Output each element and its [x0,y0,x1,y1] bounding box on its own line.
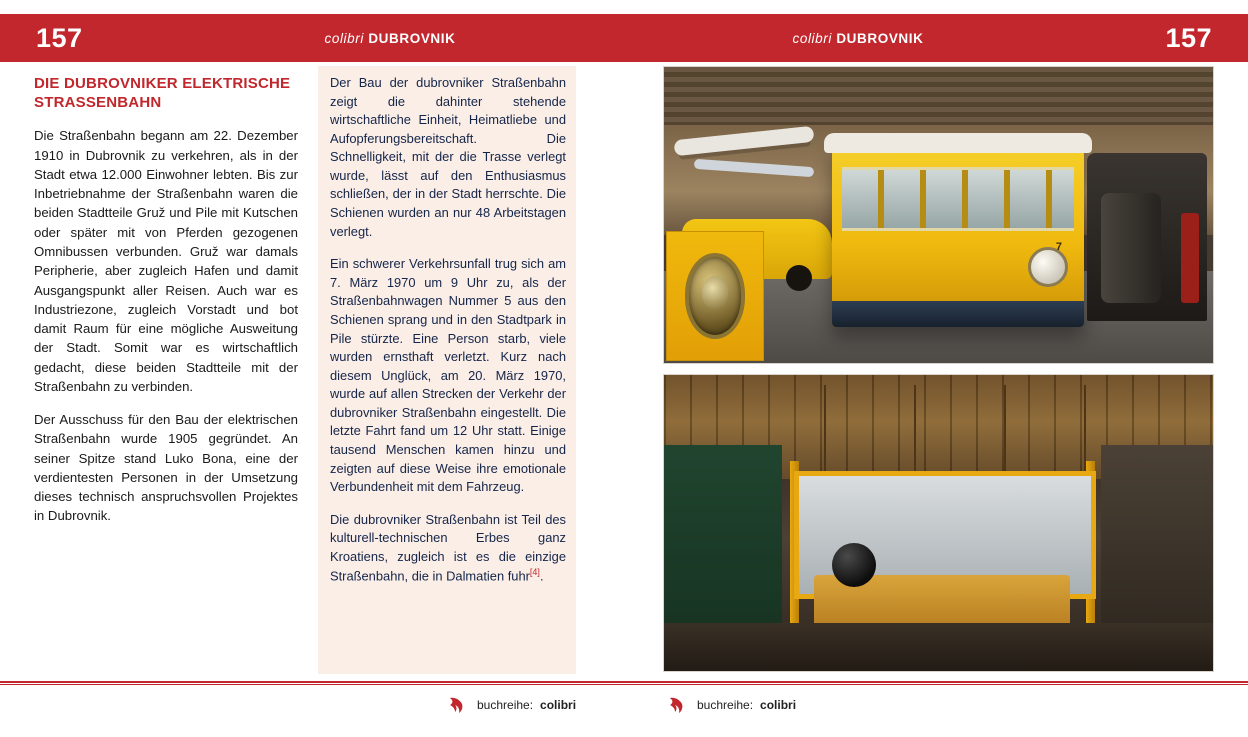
imprint-left [448,695,576,715]
paragraph-tail: . [539,568,544,584]
running-head-left-title: DUBROVNIK [368,30,456,46]
locomotive-red-trim [1181,213,1199,303]
imprint-left-bold: colibri [540,698,577,712]
tram-window-row [842,167,1074,231]
folio-left: 157 [36,22,83,53]
running-head-left-brand: colibri [324,30,364,46]
page-title: DIE DUBROVNIKER ELEKTRISCHE STRASSENBAHN [34,75,291,112]
imprint-right-bold: colibri [760,698,797,712]
tram-headlight [1028,247,1068,287]
photo-museum-hall-tram [663,66,1214,364]
ceiling-rib [1004,385,1006,481]
tram-undercarriage [832,301,1084,327]
paragraph-text: Die dubrovniker Straßenbahn ist Teil des kulturell-technischen Erbes ganz Kroatiens, zugleich ist es die einzige Straßenbahn, die in Dalmatien fuhr [330,511,566,584]
ceiling-rib [914,385,916,481]
interior-floor [664,623,1213,671]
ceiling-rib [824,385,826,481]
bird-logo-icon [448,695,470,715]
ceiling-beams [664,67,1213,125]
photo-tram-interior [663,374,1214,672]
folio-right: 157 [1165,22,1212,53]
locomotive-boiler [1101,193,1161,303]
yellow-tram-car [832,145,1084,327]
paragraph: Der Bau der dubrovniker Straßenbahn zeigt die dahinter stehende wirtschaftliche Einheit, Heimatliebe und Aufopferungsbereitschaft. Die Schnelligkeit, mit der die Trasse verlegt wurde, lässt auf den Enthusiasmus schließen, der in der Stadt herrschte. Die Schienen wurden an nur 48 Arbeitstagen verlegt. [330,75,566,239]
running-head-right-brand: colibri [792,30,832,46]
tram-roof [824,133,1092,153]
running-head-right [624,31,1092,46]
footer-rule-thick [0,681,1248,683]
page-content [0,62,1248,682]
footnote-marker: [4] [529,567,540,578]
tram-number-label: 7 [1055,241,1062,253]
paragraph: Der Ausschuss für den Bau der elektrischen Straßenbahn wurde 1905 gegründet. An seiner Spitze stand Luko Bona, eine der verdientesten Personen in der Umsetzung dieses technisch anspruchsvollen Projektes in Dubrovnik. [34,412,298,524]
brass-emblem-inset [666,231,764,361]
imprint-right-thin: buchreihe: [697,698,754,712]
imprint-left-thin: buchreihe: [477,698,534,712]
paragraph: Ein schwerer Verkehrsunfall trug sich am 7. März 1970 um 9 Uhr zu, als der Straßenbahnwagen Nummer 5 aus den Schienen sprang und in den Stadtpark in Pile stürzte. Eine Person starb, viele wurden ernsthaft verletzt. Kurz nach diesem Unglück, am 20. März 1970, wurde auf allen Strecken der Verkehr der dubrovniker Straßenbahn eingestellt. Die letzte Fahrt fand um 12 Uhr statt. Einige tausend Menschen kamen hinzu und zeigten auf diese Weise ihre emotionale Verbundenheit mit dem Fahrzeug. [330,256,566,495]
emblem-oval [685,253,745,339]
paragraph-with-footnote [330,511,566,587]
text-column-two [318,66,576,674]
bird-logo-icon [668,695,690,715]
brake-handle [832,543,876,587]
running-head-left [156,31,624,46]
page-footer [0,685,1248,737]
page-header [0,14,1248,62]
imprint-right [668,695,796,715]
paragraph: Die Straßenbahn begann am 22. Dezember 1910 in Dubrovnik zu verkehren, als in der Stadt etwa 12.000 Einwohner lebten. Bis zur Inbetriebnahme der Straßenbahn waren die beiden Stadtteile Gruž und Pile mit Kutschen oder später mit von Pferden gezogenen Omnibussen verbunden. Gruž war damals Peripherie, aber zugleich Hafen und damit Ausgangspunkt aller Reisen. Auch war es Industriezone, zugleich Vorstadt und bot damit Raum für eine mögliche Ausweitung der Stadt. Somit war es wirtschaftlich gedacht, diese beiden Stadtteile mit der Straßenbahn zu verbinden. [34,128,298,394]
steam-locomotive [1087,153,1207,321]
photo-column [663,66,1214,672]
text-column-one [34,74,298,526]
running-head-right-title: DUBROVNIK [836,30,924,46]
